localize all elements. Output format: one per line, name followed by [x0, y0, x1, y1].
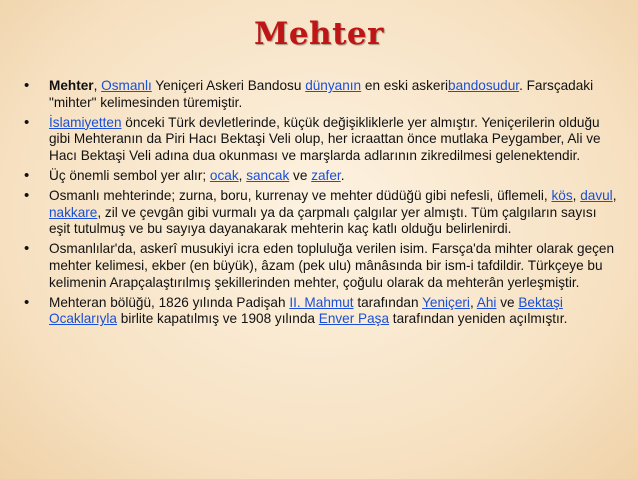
bullet-text: Osmanlı mehterinde; zurna, boru, kurrenay ve mehter düdüğü gibi nefesli, üflemeli,	[49, 187, 552, 203]
wiki-link[interactable]: davul	[580, 187, 613, 203]
bullet-text: Mehteran bölüğü, 1826 yılında Padişah	[49, 294, 290, 310]
wiki-link[interactable]: zafer	[311, 167, 341, 183]
bullet-text: birlite kapatılmış ve 1908 yılında	[117, 311, 319, 327]
wiki-link[interactable]: İslamiyetten	[49, 114, 122, 130]
bullet-text: önceki Türk devletlerinde, küçük değişikliklerle yer almıştır. Yeniçerilerin olduğu gibi Mehteranın da Piri Hacı Bektaşi Veli olup, her icraattan önce mutlaka Peygamber, Ali ve Hacı Bektaşi Veli adına dua okunması ve marşlarda adlarının zikredilmesi gelenektendir.	[49, 114, 601, 164]
wiki-link[interactable]: dünyanın	[305, 78, 362, 93]
wiki-link[interactable]: Osmanlı	[101, 78, 152, 93]
bullet-text: .	[340, 167, 345, 183]
list-item	[22, 295, 618, 329]
bullet-text: , zil ve çevgân gibi vurmalı ya da çarpmalı çalgılar yer almıştı. Tüm çalgıların sayısı eşit tutulmuş ve bu sayıya dayanakarak mehterin kaç katlı olduğu belirlenirdi.	[49, 204, 597, 237]
bullet-text: en eski askeri	[361, 78, 449, 93]
bullet-text: ,	[93, 78, 102, 93]
wiki-link[interactable]: Enver Paşa	[318, 311, 390, 327]
bullet-text: ve	[496, 294, 519, 310]
list-item	[22, 188, 618, 238]
bullet-text: tarafından yeniden açılmıştır.	[389, 311, 568, 327]
list-item	[22, 115, 618, 165]
bullet-text: Osmanlılar'da, askerî musukiyi icra eden topluluğa verilen isim. Farsça'da mihter olarak geçen mehter kelimesi, ekber (en büyük), âzam (pek ulu) mânâsında bir ism-i tafdildir. Türkçeye bu kelimenin Arapçalaştırılmış şekillerinden mehter, çoğulu olarak da mehterân yerleşmiştir.	[49, 241, 615, 290]
wiki-link[interactable]: ocak	[209, 167, 239, 183]
bullet-text: Yeniçeri Askeri Bandosu	[151, 78, 306, 93]
wiki-link[interactable]: bandosudur	[448, 78, 520, 93]
bullet-text: . Farsçadaki "mihter" kelimesinden türemiştir.	[49, 78, 594, 110]
wiki-link[interactable]: Yeniçeri	[422, 294, 470, 310]
list-item	[22, 241, 618, 291]
bold-term: Mehter	[49, 78, 94, 93]
bullet-text: ve	[289, 167, 312, 183]
bullet-text: ,	[612, 187, 617, 203]
page-title: Mehter	[254, 16, 384, 52]
bullet-text: ,	[238, 167, 247, 183]
bullet-text: tarafından	[353, 294, 423, 310]
bullet-list	[22, 78, 618, 331]
wiki-link[interactable]: kös	[551, 187, 573, 203]
wiki-link[interactable]: Ahi	[476, 294, 497, 310]
list-item	[22, 78, 618, 112]
bullet-text: ,	[572, 187, 581, 203]
wiki-link[interactable]: nakkare	[49, 204, 98, 220]
wiki-link[interactable]: Bektaşi Ocaklarıyla	[49, 294, 563, 327]
bullet-text: ,	[469, 294, 477, 310]
bullet-text: Üç önemli sembol yer alır;	[49, 167, 210, 183]
wiki-link[interactable]: sancak	[246, 167, 290, 183]
list-item	[22, 168, 618, 185]
wiki-link[interactable]: II. Mahmut	[289, 294, 354, 310]
